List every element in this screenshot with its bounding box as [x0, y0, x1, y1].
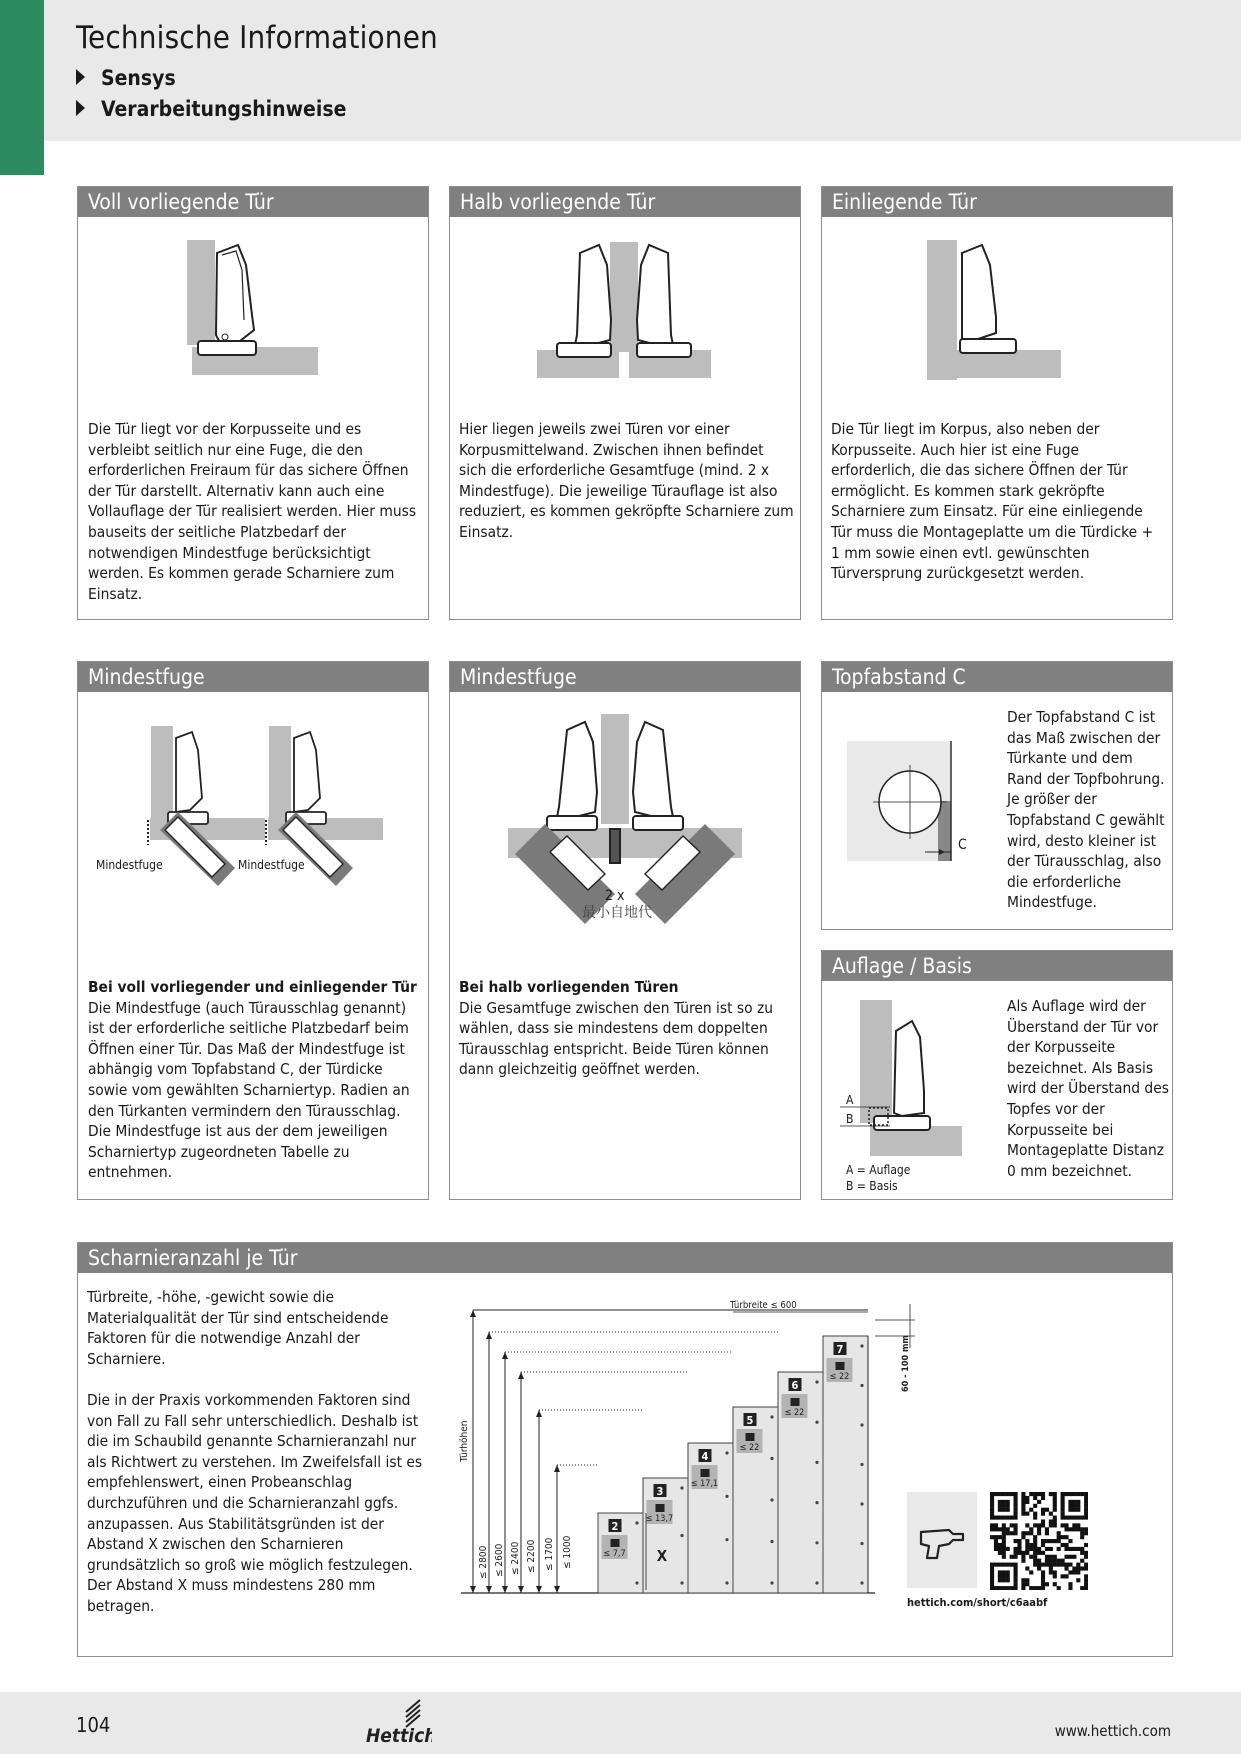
height-label: ≤ 1000: [562, 1535, 573, 1569]
topfabstand-c-label: C: [958, 837, 967, 853]
height-axis-label: Türhöhen: [459, 1420, 470, 1462]
hinge-count: 6: [791, 1379, 799, 1392]
x-label: X: [656, 1547, 668, 1565]
halb-hinge-diagram: [535, 235, 715, 380]
weight-label: ≤ 22: [784, 1408, 805, 1418]
hinge-count: 2: [611, 1520, 619, 1533]
mindestfuge-diagram-1: [90, 720, 390, 910]
chapter-tab: [0, 0, 44, 175]
hinge-dot: [815, 1541, 818, 1544]
arrow-up-icon: [486, 1332, 492, 1339]
side-dim-label: 60 - 100 mm: [901, 1335, 911, 1392]
weight-icon: [656, 1504, 665, 1512]
topfabstand-text: Der Topfabstand C ist das Maß zwischen der Türkante und dem Rand der Topfbohrung. Je größer der Topfabstand C gewählt wird, desto kleiner ist der Türausschlag, also die erforderliche Mindestfuge.: [1007, 708, 1165, 912]
scharnier-text-2: Die in der Praxis vorkommenden Faktoren sind von Fall zu Fall sehr unterschiedlich. Deshalb ist die im Schaubild genannte Scharnieranzahl nur als Richtwert zu verstehen. Im Zweifelsfall ist es empfehlenswert, einen Probeanschlag durchzuführen und die Scharnieranzahl ggfs. anzupassen. Aus Stabilitätsgründen ist der Abstand X zwischen den Scharnieren grundsätzlich so groß wie möglich festzulegen. Der Abstand X muss mindestens 280 mm betragen.: [87, 1391, 423, 1615]
hinge-dot: [860, 1542, 863, 1545]
section-title: Einliegende Tür: [822, 187, 1172, 217]
height-label: ≤ 1700: [544, 1537, 555, 1571]
hinge-dot: [680, 1581, 683, 1584]
breadcrumb-1: Sensys: [76, 66, 176, 90]
section-title: Mindestfuge: [78, 662, 428, 692]
weight-icon: [701, 1469, 710, 1477]
arrow-down-icon: [486, 1586, 492, 1593]
auflage-text: Als Auflage wird der Überstand der Tür vor der Korpusseite bezeichnet. Als Basis wird der Überstand des Topfes vor der Korpusseite bei Montageplatte Distanz 0 mm bezeichnet.: [1007, 997, 1169, 1180]
hinge-count: 3: [656, 1485, 664, 1498]
gap-2x-label: 2 x: [605, 888, 625, 904]
page-title: Technische Informationen: [76, 20, 438, 56]
qr-url[interactable]: hettich.com/short/c6aabf: [907, 1596, 1048, 1609]
hinge-dot: [815, 1501, 818, 1504]
auflage-b-label: B: [846, 1112, 854, 1126]
hinge-dot: [680, 1486, 683, 1489]
hinge-dot: [725, 1451, 728, 1454]
hettich-logo: [362, 1698, 432, 1748]
hinge-dot: [815, 1380, 818, 1383]
weight-label: ≤ 22: [739, 1443, 760, 1453]
mindestfuge-label-left: Mindestfuge: [96, 858, 163, 872]
svg-text:Hettich: Hettich: [366, 1725, 432, 1744]
hinge-dot: [860, 1344, 863, 1347]
hinge-dot: [725, 1581, 728, 1584]
hinge-dot: [725, 1495, 728, 1498]
height-label: ≤ 2200: [526, 1539, 537, 1573]
arrow-up-icon: [502, 1352, 508, 1359]
mindestfuge-1-heading: Bei voll vorliegender und einliegender Tür: [88, 978, 417, 996]
hinge-dot: [860, 1502, 863, 1505]
mindestfuge-2-heading: Bei halb vorliegenden Türen: [459, 978, 679, 996]
mindestfuge-1-text: Bei voll vorliegender und einliegender Tür Die Mindestfuge (auch Türausschlag genannt) ist der erforderliche seitliche Platzbedarf beim Öffnen einer Tür. Das Maß der Mindestfuge ist abhängig vom Topfabstand C, der Türdicke sowie vom gewählten Scharniertyp. Radien an den Türkanten vermindern den Türausschlag. Die Mindestfuge ist aus der dem jeweiligen Scharniertyp zugeordneten Tabelle zu entnehmen.: [88, 978, 417, 1182]
hinge-dot: [860, 1384, 863, 1387]
scharnier-text-1: Türbreite, -höhe, -gewicht sowie die Materialqualität der Tür sind entscheidende Faktoren für die notwendige Anzahl der Scharniere.: [87, 1288, 389, 1368]
section-title: Auflage / Basis: [822, 951, 1172, 981]
hinge-dot: [770, 1581, 773, 1584]
weight-icon: [836, 1362, 845, 1370]
section-title: Scharnieranzahl je Tür: [78, 1243, 1172, 1273]
auflage-a-label: A: [846, 1093, 854, 1107]
hinge-dot: [635, 1521, 638, 1524]
hinge-dot: [860, 1463, 863, 1466]
halb-text: Hier liegen jeweils zwei Türen vor einer Korpusmittelwand. Zwischen ihnen befindet sich die erforderliche Gesamtfuge (mind. 2 x Mindestfuge). Die jeweilige Türauflage ist also reduziert, es kommen gekröpfte Scharniere zum Einsatz.: [459, 420, 794, 541]
hinge-dot: [770, 1540, 773, 1543]
qr-code[interactable]: [990, 1492, 1088, 1590]
arrow-up-icon: [554, 1465, 560, 1472]
hinge-dot: [680, 1534, 683, 1537]
weight-icon: [611, 1539, 620, 1547]
hinge-count: 7: [836, 1343, 844, 1356]
page-number: 104: [76, 1713, 111, 1737]
weight-label: ≤ 22: [829, 1372, 850, 1382]
weight-label: ≤ 7,7: [603, 1549, 626, 1559]
section-title: Halb vorliegende Tür: [450, 187, 800, 217]
weight-icon: [746, 1433, 755, 1441]
section-title: Mindestfuge: [450, 662, 800, 692]
breadcrumb-2: Verarbeitungshinweise: [76, 97, 346, 121]
hinge-dot: [770, 1498, 773, 1501]
hinge-dot: [815, 1581, 818, 1584]
hinge-dot: [770, 1415, 773, 1418]
hinge-dot: [815, 1421, 818, 1424]
auflage-legend-a: A = Auflage: [846, 1163, 911, 1177]
height-label: ≤ 2400: [510, 1541, 521, 1575]
hinge-dot: [725, 1538, 728, 1541]
hinge-dot: [635, 1581, 638, 1584]
section-title: Voll vorliegende Tür: [78, 187, 428, 217]
website-link[interactable]: www.hettich.com: [1054, 1722, 1171, 1740]
scharnieranzahl-diagram: [455, 1290, 925, 1600]
mindestfuge-2-text: Bei halb vorliegenden Türen Die Gesamtfuge zwischen den Türen ist so zu wählen, dass sie mindestens dem doppelten Türausschlag entspricht. Beide Türen können dann gleichzeitig geöffnet werden.: [459, 978, 774, 1079]
hinge-dot: [770, 1457, 773, 1460]
hinge-dot: [860, 1581, 863, 1584]
drill-icon-tile: [907, 1492, 977, 1588]
arrow-up-icon: [536, 1410, 542, 1417]
voll-text: Die Tür liegt vor der Korpusseite und es verbleibt seitlich nur eine Fuge, die den erforderlichen Freiraum für das sichere Öffnen der Tür darstellt. Alternativ kann auch eine Vollauflage der Tür realisiert werden. Hier muss bauseits der seitliche Platzbedarf der notwendigen Mindestfuge berücksichtigt werden. Es kommen gerade Scharniere zum Einsatz.: [88, 420, 417, 603]
height-label: ≤ 2800: [478, 1545, 489, 1579]
arrow-down-icon: [554, 1586, 560, 1593]
auflage-diagram: [840, 995, 965, 1160]
weight-icon: [791, 1398, 800, 1406]
triangle-right-icon: [76, 100, 85, 116]
width-label: Türbreite ≤ 600: [730, 1300, 797, 1311]
height-label: ≤ 2600: [494, 1543, 505, 1577]
einliegend-hinge-diagram: [920, 235, 1070, 380]
arrow-up-icon: [470, 1310, 476, 1317]
arrow-down-icon: [470, 1586, 476, 1593]
topfabstand-diagram: [845, 735, 975, 875]
hinge-count: 4: [701, 1450, 709, 1463]
triangle-right-icon: [76, 69, 85, 85]
arrow-down-icon: [502, 1586, 508, 1593]
hinge-count: 5: [746, 1414, 754, 1427]
gap-cn-label: 最小自地代: [582, 905, 652, 921]
weight-label: ≤ 13,7: [645, 1514, 674, 1524]
auflage-legend-b: B = Basis: [846, 1179, 898, 1193]
mindestfuge-label-right: Mindestfuge: [238, 858, 305, 872]
einliegend-text: Die Tür liegt im Korpus, also neben der Korpusseite. Auch hier ist eine Fuge erforderlich, die das sichere Öffnen der Tür ermöglicht. Es kommen stark gekröpfte Scharniere zum Einsatz. Für eine einliegende Tür muss die Montageplatte um die Türdicke + 1 mm sowie einen evtl. gewünschten Türversprung zurückgesetzt werden.: [831, 420, 1154, 583]
arrow-down-icon: [536, 1586, 542, 1593]
arrow-down-icon: [518, 1586, 524, 1593]
arrow-up-icon: [518, 1372, 524, 1379]
voll-hinge-diagram: [180, 235, 330, 380]
hinge-dot: [860, 1423, 863, 1426]
section-title: Topfabstand C: [822, 662, 1172, 692]
weight-label: ≤ 17,1: [690, 1479, 719, 1489]
hinge-dot: [815, 1461, 818, 1464]
